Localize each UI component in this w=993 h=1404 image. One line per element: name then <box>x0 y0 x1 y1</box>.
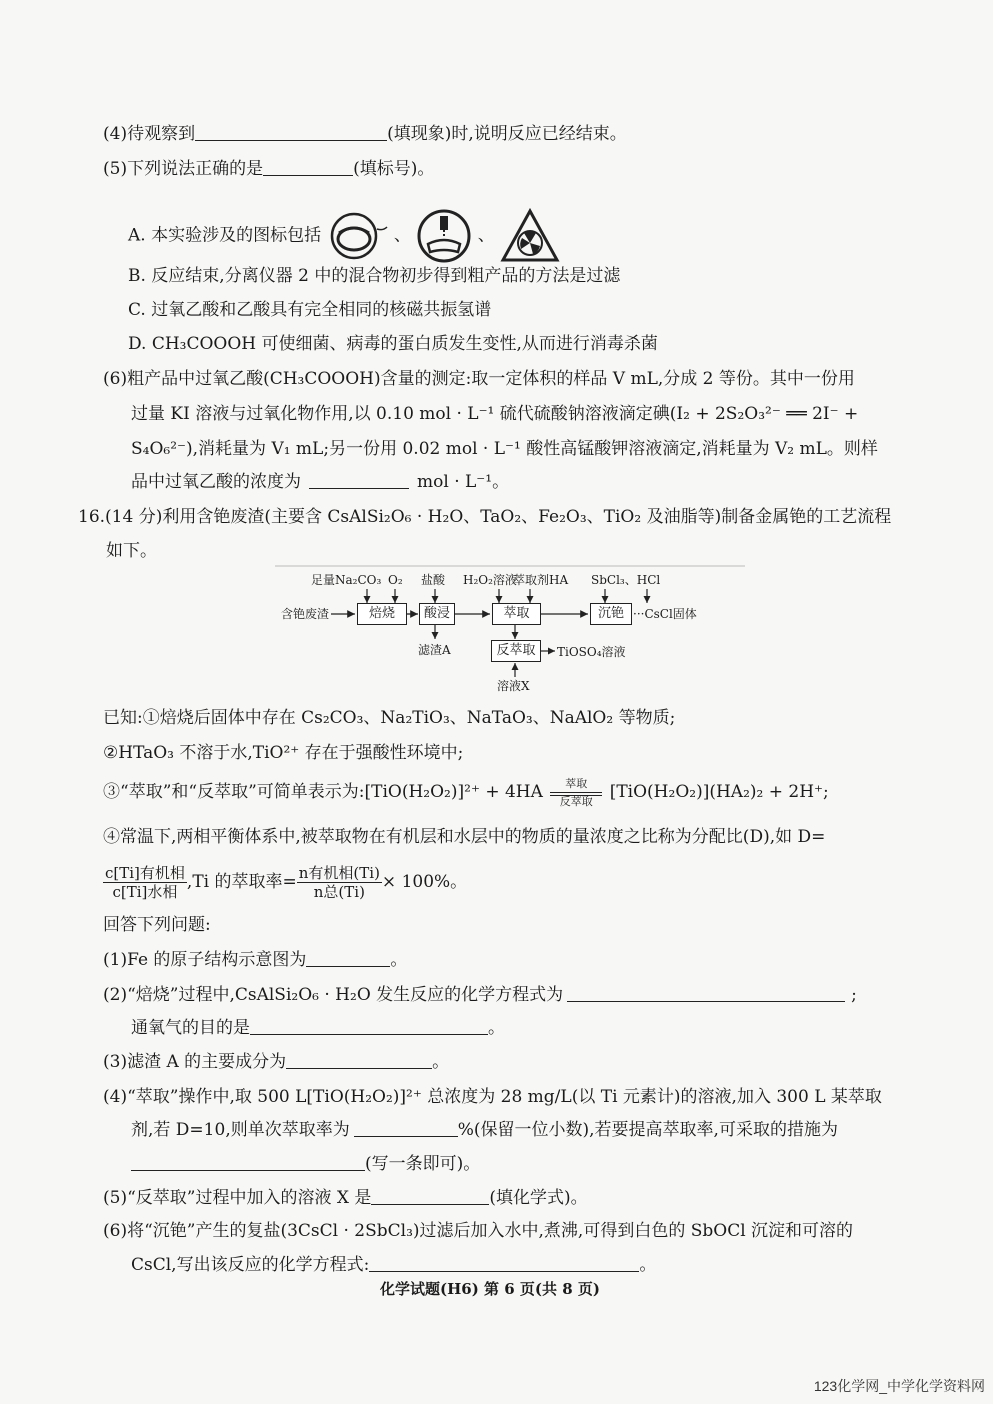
step-back-extract: 反萃取 <box>491 640 541 662</box>
arrow-bottom-label: 反萃取 <box>559 794 593 808</box>
known-3-right: [TiO(H₂O₂)](HA₂)₂ + 2H⁺; <box>609 782 829 802</box>
answer-blank[interactable] <box>131 1152 365 1171</box>
q4-suffix: (填现象)时,说明反应已经结束。 <box>387 124 627 144</box>
page-footer: 化学试题(H6) 第 6 页(共 8 页) <box>380 1280 600 1298</box>
q5-suffix: (填标号)。 <box>353 159 435 179</box>
known-4: ④常温下,两相平衡体系中,被萃取物在有机层和水层中的物质的量浓度之比称为分配比(D),如 D= <box>103 827 826 847</box>
answer-blank[interactable] <box>195 122 387 141</box>
answer-4-line2 <box>131 1118 838 1142</box>
option-d: D. CH₃COOOH 可使细菌、病毒的蛋白质发生变性,从而进行消毒杀菌 <box>128 334 658 354</box>
reagent-o2: O₂ <box>388 573 403 587</box>
separator: 、 <box>393 225 411 246</box>
hot-surface-icon <box>327 209 389 263</box>
step-acid-leach: 酸浸 <box>419 603 455 625</box>
watermark: 123化学网_中学化学资料网 <box>813 1378 985 1394</box>
a6-text: CsCl,写出该反应的化学方程式: <box>131 1255 370 1275</box>
reagent-na2co3: 足量Na₂CO₃ <box>311 573 382 587</box>
answer-blank[interactable] <box>371 1186 489 1205</box>
step-roast: 焙烧 <box>357 603 407 625</box>
answer-blank[interactable] <box>286 1050 432 1069</box>
fraction-denominator: n总(Ti) <box>313 883 365 901</box>
reversible-arrow <box>548 776 604 808</box>
q16-line2: 如下。 <box>106 541 157 561</box>
step-precipitate: 沉铯 <box>590 603 632 625</box>
answer-1 <box>103 948 407 972</box>
answer-6-line2 <box>131 1253 656 1277</box>
q16-line1: 16.(14 分)利用含铯废渣(主要含 CsAlSi₂O₆ · H₂O、TaO₂、Fe₂O₃、TiO₂ 及油脂等)制备金属铯的工艺流程 <box>78 507 892 527</box>
a5-text: (5)“反萃取”过程中加入的溶液 X 是 <box>103 1188 372 1208</box>
answer-blank[interactable] <box>369 1253 639 1272</box>
answer-blank[interactable] <box>567 983 845 1002</box>
answer-2 <box>103 983 857 1007</box>
answer-3 <box>103 1050 449 1074</box>
a5-suffix: (填化学式)。 <box>489 1188 588 1208</box>
answer-blank[interactable] <box>309 470 409 489</box>
answer-6-line1: (6)将“沉铯”产生的复盐(3CsCl · 2SbCl₃)过滤后加入水中,煮沸,可得到白色的 SbOCl 沉淀和可溶的 <box>103 1221 854 1241</box>
a2-suffix: ; <box>851 985 857 1005</box>
q4-text: (4)待观察到 <box>103 124 196 144</box>
q6-line4 <box>131 470 509 494</box>
a1-text: (1)Fe 的原子结构示意图为 <box>103 950 307 970</box>
reagent-h2o2: H₂O₂溶液 <box>463 573 517 587</box>
solution-x: 溶液X <box>497 679 530 693</box>
known-3 <box>103 776 829 808</box>
question-5 <box>103 157 434 181</box>
process-flow-diagram <box>275 565 745 695</box>
end-product: ···CsCl固体 <box>633 607 697 621</box>
a6-suffix: 。 <box>639 1255 657 1275</box>
step-extract: 萃取 <box>492 603 541 625</box>
question-4 <box>103 122 627 146</box>
option-a-text: A. 本实验涉及的图标包括 <box>128 225 322 246</box>
q6-text: 品中过氧乙酸的浓度为 <box>131 472 301 492</box>
a4-text3: (写一条即可)。 <box>365 1154 481 1174</box>
known-2: ②HTaO₃ 不溶于水,TiO²⁺ 存在于强酸性环境中; <box>103 743 464 763</box>
a4-text2: %(保留一位小数),若要提高萃取率,可采取的措施为 <box>457 1120 838 1140</box>
answer-blank[interactable] <box>263 157 353 176</box>
start-material: 含铯废渣 <box>281 607 330 621</box>
known-4-end: × 100%。 <box>381 872 468 892</box>
a3-suffix: 。 <box>432 1052 450 1072</box>
fraction-denominator: c[Ti]水相 <box>112 883 178 901</box>
arrow-top-label: 萃取 <box>565 776 588 790</box>
answer-blank[interactable] <box>354 1118 458 1137</box>
residue-a: 滤渣A <box>418 643 451 657</box>
a2-line2-suffix: 。 <box>488 1018 505 1038</box>
known-4-mid: ,Ti 的萃取率= <box>186 872 297 892</box>
answer-heading: 回答下列问题: <box>103 915 211 935</box>
a2-text: (2)“焙烧”过程中,CsAlSi₂O₆ · H₂O 发生反应的化学方程式为 <box>103 985 564 1005</box>
q6-line2: 过量 KI 溶液与过氧化物作用,以 0.10 mol · L⁻¹ 硫代硫酸钠溶液滴定碘(I₂ + 2S₂O₃²⁻ ══ 2I⁻ + <box>131 404 859 424</box>
fraction-numerator: c[Ti]有机相 <box>105 864 185 882</box>
extraction-rate-fraction <box>297 864 382 901</box>
a2-line2-text: 通氧气的目的是 <box>131 1018 250 1038</box>
answer-2-line2 <box>131 1016 505 1040</box>
distribution-ratio-fraction <box>103 864 187 901</box>
reagent-ha: 萃取剂HA <box>513 573 569 587</box>
hand-wash-icon <box>416 208 472 264</box>
answer-4-line3 <box>131 1152 480 1176</box>
exhaust-fan-icon <box>500 208 560 264</box>
known-4-formula <box>103 862 467 902</box>
reagent-sbcl3: SbCl₃、HCl <box>591 573 661 587</box>
a1-suffix: 。 <box>390 950 408 970</box>
answer-blank[interactable] <box>250 1016 488 1035</box>
answer-4-line1: (4)“萃取”操作中,取 500 L[TiO(H₂O₂)]²⁺ 总浓度为 28 mg/L(以 Ti 元素计)的溶液,加入 300 L 某萃取 <box>103 1087 882 1107</box>
separator: 、 <box>477 225 495 246</box>
q6-line1: (6)粗产品中过氧乙酸(CH₃COOOH)含量的测定:取一定体积的样品 V mL,分成 2 等份。其中一份用 <box>103 369 855 389</box>
answer-5 <box>103 1186 588 1210</box>
q6-line3: S₄O₆²⁻),消耗量为 V₁ mL;另一份用 0.02 mol · L⁻¹ 酸性高锰酸钾溶液滴定,消耗量为 V₂ mL。则样 <box>131 439 878 459</box>
a3-text: (3)滤渣 A 的主要成分为 <box>103 1052 287 1072</box>
tioso4-solution: TiOSO₄溶液 <box>557 645 626 659</box>
known-3-left: ③“萃取”和“反萃取”可简单表示为:[TiO(H₂O₂)]²⁺ + 4HA <box>103 782 543 802</box>
q6-unit: mol · L⁻¹。 <box>417 472 510 492</box>
reagent-hcl: 盐酸 <box>421 573 446 587</box>
option-a <box>128 208 560 264</box>
fraction-numerator: n有机相(Ti) <box>298 864 380 882</box>
option-b: B. 反应结束,分离仪器 2 中的混合物初步得到粗产品的方法是过滤 <box>128 266 621 286</box>
known-1: 已知:①焙烧后固体中存在 Cs₂CO₃、Na₂TiO₃、NaTaO₃、NaAlO₂ 等物质; <box>103 708 676 728</box>
a4-text: 剂,若 D=10,则单次萃取率为 <box>131 1120 350 1140</box>
answer-blank[interactable] <box>306 948 390 967</box>
option-c: C. 过氧乙酸和乙酸具有完全相同的核磁共振氢谱 <box>128 300 492 320</box>
q5-text: (5)下列说法正确的是 <box>103 159 264 179</box>
